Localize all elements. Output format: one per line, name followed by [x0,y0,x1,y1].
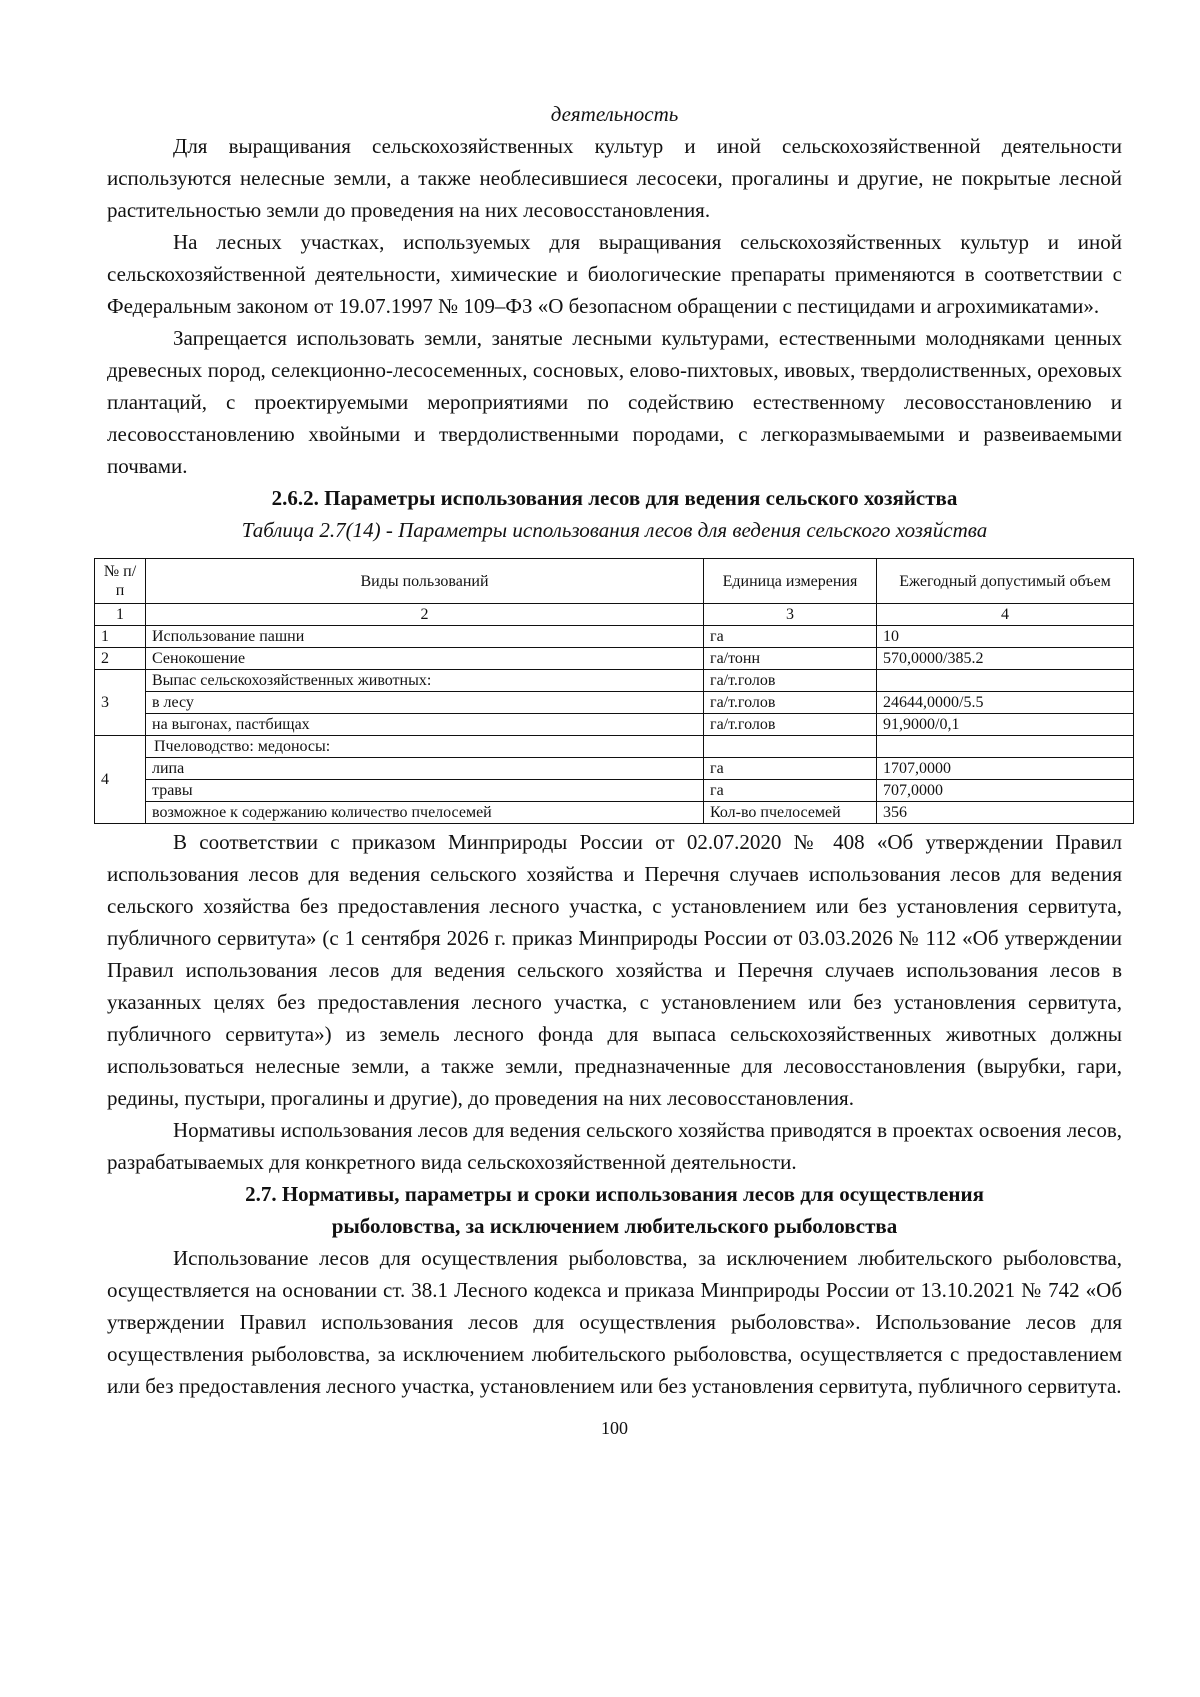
row-kind: Использование пашни [146,626,704,648]
row-volume: 1707,0000 [877,758,1134,780]
table-row [95,802,1134,824]
row-unit: га/т.голов [704,670,877,692]
section-2-6-2-title: 2.6.2. Параметры использования лесов для ведения сельского хозяйства [271,486,958,510]
table-row [95,670,1134,692]
row-num: 2 [95,648,146,670]
row-volume: 91,9000/0,1 [877,714,1134,736]
row-kind: возможное к содержанию количество пчелосемей [146,802,704,824]
section-2-7-title-line-1: 2.7. Нормативы, параметры и сроки использования лесов для осуществления [245,1182,984,1206]
header-unit: Единица измерения [704,559,877,604]
row-volume: 24644,0000/5.5 [877,692,1134,714]
row-volume: 707,0000 [877,780,1134,802]
column-number-row [95,604,1134,626]
row-kind: травы [146,780,704,802]
row-unit: га/т.голов [704,692,877,714]
page-number: 100 [601,1418,628,1438]
row-volume [877,736,1134,758]
table-row [95,626,1134,648]
row-volume [877,670,1134,692]
paragraph-agri-lands: Для выращивания сельскохозяйственных культур и иной сельскохозяйственной деятельности используются нелесные земли, а также необлесившиеся лесосеки, прогалины и другие, не покрытые лесной растительностью земли до проведения на них лесовосстановления. [107,134,1122,222]
table-row [95,736,1134,758]
row-num: 3 [95,670,146,736]
row-unit: га [704,780,877,802]
paragraph-order-408: В соответствии с приказом Минприроды России от 02.07.2020 № 408 «Об утверждении Правил использования лесов для ведения сельского хозяйства и Перечня случаев использования лесов для ведения сельского хозяйства без предоставления лесного участка, с установлением или без установления сервитута, публичного сервитута» (с 1 сентября 2026 г. приказ Минприроды России от 03.03.2026 № 112 «Об утверждении Правил использования лесов для ведения сельского хозяйства и Перечня случаев использования лесов в указанных целях без предоставления лесного участка, с установлением или без установления сервитута, публичного сервитута») из земель лесного фонда для выпаса сельскохозяйственных животных должны использоваться нелесные земли, а также земли, предназначенные для лесовосстановления (вырубки, гари, редины, пустыри, прогалины и другие), до проведения на них лесовосстановления. [107,830,1122,1110]
table-row [95,780,1134,802]
paragraph-prohibition: Запрещается использовать земли, занятые лесными культурами, естественными молодняками ценных древесных пород, селекционно-лесосеменных, сосновых, елово-пихтовых, ивовых, твердолиственных, ореховых плантаций, с проектируемыми мероприятиями по содействию естественному лесовосстановлению и лесовосстановлению хвойными и твердолиственными породами, с легкоразмываемыми и развеиваемыми почвами. [107,326,1122,478]
row-unit: га [704,626,877,648]
row-num: 4 [95,736,146,824]
document-page [101,98,1122,1444]
row-unit: Кол-во пчелосемей [704,802,877,824]
section-2-7-title-line-2: рыболовства, за исключением любительского рыболовства [331,1214,898,1238]
col-number: 1 [95,604,146,626]
header-volume: Ежегодный допустимый объем [877,559,1134,604]
table-row [95,648,1134,670]
row-unit: га [704,758,877,780]
row-volume: 356 [877,802,1134,824]
row-kind: липа [146,758,704,780]
row-unit [704,736,877,758]
table-row [95,714,1134,736]
row-volume: 10 [877,626,1134,648]
col-number: 2 [146,604,704,626]
row-kind: Выпас сельскохозяйственных животных: [146,670,704,692]
paragraph-norms: Нормативы использования лесов для ведения сельского хозяйства приводятся в проектах освоения лесов, разрабатываемых для конкретного вида сельскохозяйственной деятельности. [107,1118,1122,1174]
col-number: 4 [877,604,1134,626]
header-kind: Виды пользований [146,559,704,604]
row-unit: га/т.голов [704,714,877,736]
row-num: 1 [95,626,146,648]
header-num: № п/п [95,559,146,604]
table-caption: Таблица 2.7(14) - Параметры использования лесов для ведения сельского хозяйства [241,518,988,542]
row-kind: в лесу [146,692,704,714]
paragraph-chemicals: На лесных участках, используемых для выращивания сельскохозяйственных культур и иной сельскохозяйственной деятельности, химические и биологические препараты применяются в соответствии с Федеральным законом от 19.07.1997 № 109–ФЗ «О безопасном обращении с пестицидами и агрохимикатами». [107,230,1122,318]
table-row [95,692,1134,714]
table-header-row [95,559,1134,604]
row-unit: га/тонн [704,648,877,670]
row-volume: 570,0000/385.2 [877,648,1134,670]
col-number: 3 [704,604,877,626]
row-kind: на выгонах, пастбищах [146,714,704,736]
row-kind: Сенокошение [146,648,704,670]
top-subheading: деятельность [550,102,679,126]
paragraph-fishing: Использование лесов для осуществления рыболовства, за исключением любительского рыболовства, осуществляется на основании ст. 38.1 Лесного кодекса и приказа Минприроды России от 13.10.2021 № 742 «Об утверждении Правил использования лесов для осуществления рыболовства». Использование лесов для осуществления рыболовства, за исключением любительского рыболовства, осуществляется с предоставлением или без предоставления лесного участка, установлением или без установления сервитута, публичного сервитута. [107,1246,1122,1398]
parameters-table [94,558,1134,824]
table-row [95,758,1134,780]
row-kind: Пчеловодство: медоносы: [146,736,704,758]
